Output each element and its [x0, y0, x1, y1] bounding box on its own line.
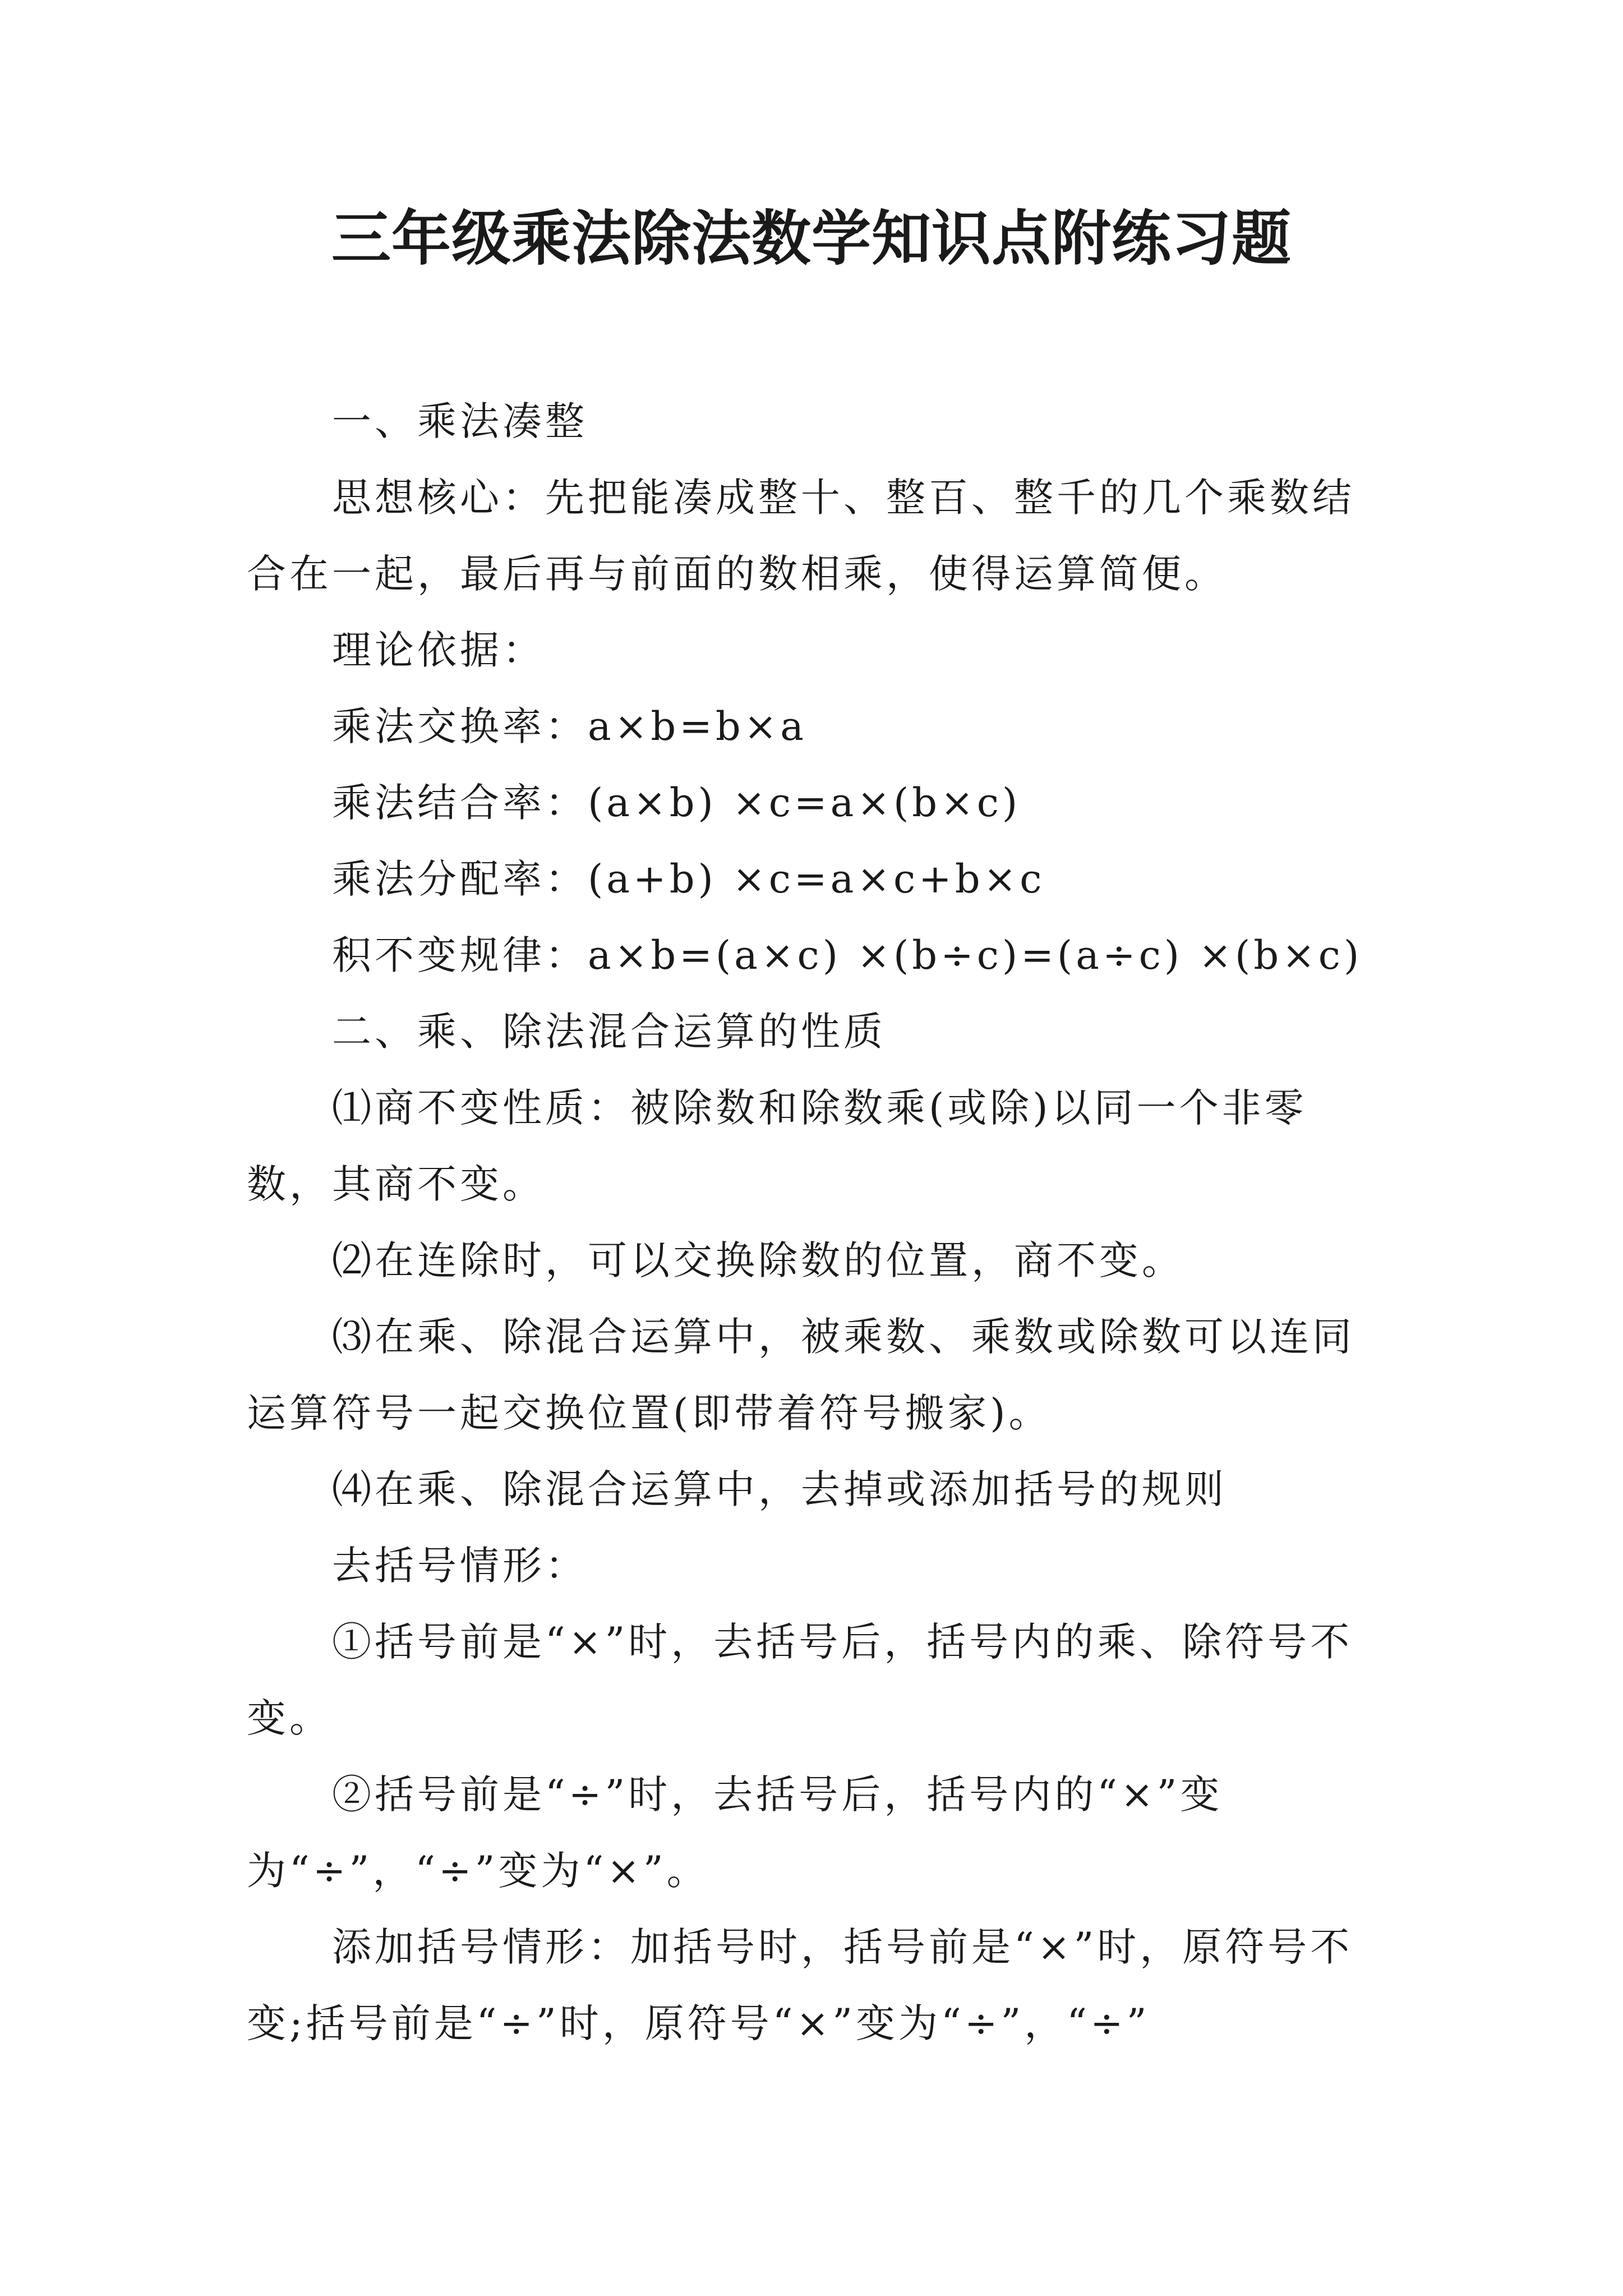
- paragraph-consecutive-division: ⑵在连除时，可以交换除数的位置，商不变。: [332, 1237, 1184, 1283]
- formula-commutative-law: 乘法交换率：a×b=b×a: [332, 703, 808, 749]
- section-heading-multiplication-rounding: 一、乘法凑整: [332, 398, 588, 444]
- paragraph-swap-positions: ⑶在乘、除混合运算中，被乘数、乘数或除数可以连同运算符号一起交换位置(即带着符号搬家)。: [247, 1314, 1355, 1436]
- paragraph-theory-basis: 理论依据：: [332, 627, 545, 673]
- paragraph-add-brackets: 添加括号情形：加括号时，括号前是“×”时，原符号不变;括号前是“÷”时，原符号“×”变为“÷”，“÷”: [247, 1924, 1353, 2046]
- paragraph-remove-brackets-rule-1: ①括号前是“×”时，去括号后，括号内的乘、除符号不变。: [247, 1619, 1353, 1741]
- paragraph-quotient-invariance: ⑴商不变性质：被除数和除数乘(或除)以同一个非零数，其商不变。: [247, 1085, 1307, 1207]
- document-body: [247, 383, 1391, 2062]
- section-heading-mixed-operations: 二、乘、除法混合运算的性质: [332, 1009, 886, 1055]
- paragraph-remove-brackets-rule-2: ②括号前是“÷”时，去括号后，括号内的“×”变为“÷”，“÷”变为“×”。: [247, 1772, 1223, 1894]
- paragraph-core-idea: 思想核心：先把能凑成整十、整百、整千的几个乘数结合在一起，最后再与前面的数相乘，使得运算简便。: [247, 475, 1355, 597]
- paragraph-bracket-rules: ⑷在乘、除混合运算中，去掉或添加括号的规则: [332, 1466, 1227, 1512]
- formula-product-invariance: 积不变规律：a×b=(a×c) ×(b÷c)=(a÷c) ×(b×c): [332, 932, 1363, 978]
- formula-distributive-law: 乘法分配率：(a+b) ×c=a×c+b×c: [332, 856, 1045, 902]
- formula-associative-law: 乘法结合率：(a×b) ×c=a×(b×c): [332, 780, 1021, 826]
- document-title: 三年级乘法除法数学知识点附练习题: [331, 203, 1292, 273]
- paragraph-remove-brackets-heading: 去括号情形：: [332, 1543, 588, 1589]
